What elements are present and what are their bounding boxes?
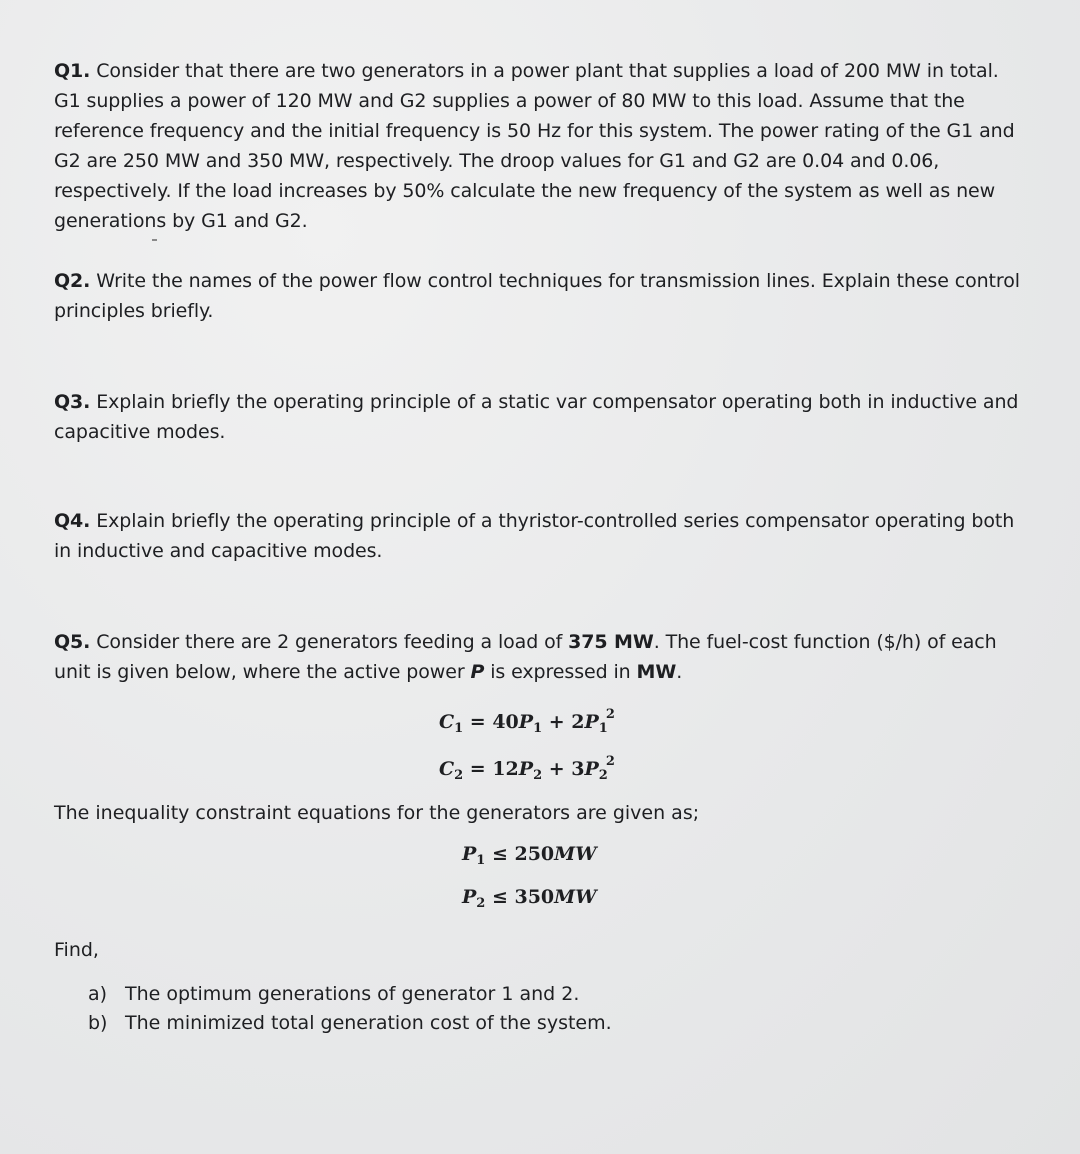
constraint-1: [462, 843, 597, 868]
question-5-text-c: is expressed in: [484, 661, 637, 683]
eq2-var2: P: [584, 758, 599, 780]
constraint-2-unit: MW: [554, 886, 597, 908]
question-5-text-d: .: [676, 661, 683, 683]
stray-pen-mark: [152, 239, 157, 241]
constraint-2-var: P: [462, 886, 477, 908]
question-3-body: [54, 387, 1029, 447]
question-2: [54, 266, 1029, 326]
question-1-body: [54, 56, 1029, 236]
cost-equation-2: [439, 754, 615, 783]
eq2-coef2: + 3: [542, 758, 585, 780]
constraint-1-sub: 1: [476, 853, 486, 868]
constraint-2-sub: 2: [476, 896, 486, 911]
question-5-number: Q5.: [54, 631, 91, 653]
eq1-var2-sub: 1: [598, 721, 608, 736]
find-item-marker: a): [88, 983, 108, 1005]
eq2-lhs-sub: 2: [454, 768, 464, 783]
eq2-var2-sub: 2: [598, 768, 608, 783]
constraint-1-unit: MW: [554, 843, 597, 865]
eq2-lhs: C: [439, 758, 455, 780]
question-4-body: [54, 506, 1029, 566]
find-item-b: [88, 1009, 612, 1038]
question-5-text-b: . The fuel-cost function ($/h) of each unit is given below, where the active power: [54, 631, 997, 683]
eq2-coef1: = 12: [463, 758, 519, 780]
constraint-2-rel: ≤ 350: [485, 886, 555, 908]
question-2-text: Write the names of the power flow control techniques for transmission lines. Explain these control principles briefly.: [54, 270, 1020, 322]
question-1-text: Consider that there are two generators in a power plant that supplies a load of 200 MW in total. G1 supplies a power of 120 MW and G2 supplies a power of 80 MW to this load. Assume that the reference frequency and the initial frequency is 50 Hz for this system. The power rating of the G1 and G2 are 250 MW and 350 MW, respectively. The droop values for G1 and G2 are 0.04 and 0.06, respectively. If the load increases by 50% calculate the new frequency of the system as well as new generations by G1 and G2.: [54, 60, 1015, 232]
constraint-1-rel: ≤ 250: [485, 843, 555, 865]
question-4-number: Q4.: [54, 510, 91, 532]
find-item-text: The minimized total generation cost of the system.: [125, 1012, 612, 1034]
question-1: [54, 56, 1029, 236]
load-value: 375 MW: [568, 631, 654, 653]
eq1-lhs-sub: 1: [454, 721, 464, 736]
find-item-a: [88, 980, 612, 1009]
eq2-exponent: 2: [605, 754, 615, 769]
question-2-number: Q2.: [54, 270, 91, 292]
question-4-text: Explain briefly the operating principle of a thyristor-controlled series compensator operating both in inductive and capacitive modes.: [54, 510, 1015, 562]
eq1-var2: P: [584, 711, 599, 733]
eq1-var1-sub: 1: [533, 721, 543, 736]
find-label: Find,: [54, 939, 99, 961]
constraint-1-var: P: [462, 843, 477, 865]
power-symbol: P: [470, 661, 485, 683]
find-list: [88, 980, 612, 1038]
question-5-text-a: Consider there are 2 generators feeding a load of: [96, 631, 569, 653]
question-4: [54, 506, 1029, 566]
eq1-exponent: 2: [605, 707, 615, 722]
question-3-text: Explain briefly the operating principle of a static var compensator operating both in inductive and capacitive modes.: [54, 391, 1019, 443]
eq1-coef1: = 40: [463, 711, 519, 733]
question-2-body: [54, 266, 1029, 326]
question-3: [54, 387, 1029, 447]
cost-equation-1: [439, 707, 615, 736]
find-item-marker: b): [88, 1012, 108, 1034]
eq1-var1: P: [518, 711, 534, 733]
constraint-2: [462, 886, 597, 911]
eq1-coef2: + 2: [542, 711, 585, 733]
power-unit: MW: [636, 661, 677, 683]
question-1-number: Q1.: [54, 60, 91, 82]
eq2-var1: P: [518, 758, 534, 780]
question-5: [54, 627, 1029, 687]
eq1-lhs: C: [439, 711, 455, 733]
question-5-body: [54, 627, 1029, 687]
find-item-text: The optimum generations of generator 1 and 2.: [125, 983, 580, 1005]
inequality-intro: The inequality constraint equations for the generators are given as;: [54, 802, 700, 824]
eq2-var1-sub: 2: [533, 768, 543, 783]
question-3-number: Q3.: [54, 391, 91, 413]
